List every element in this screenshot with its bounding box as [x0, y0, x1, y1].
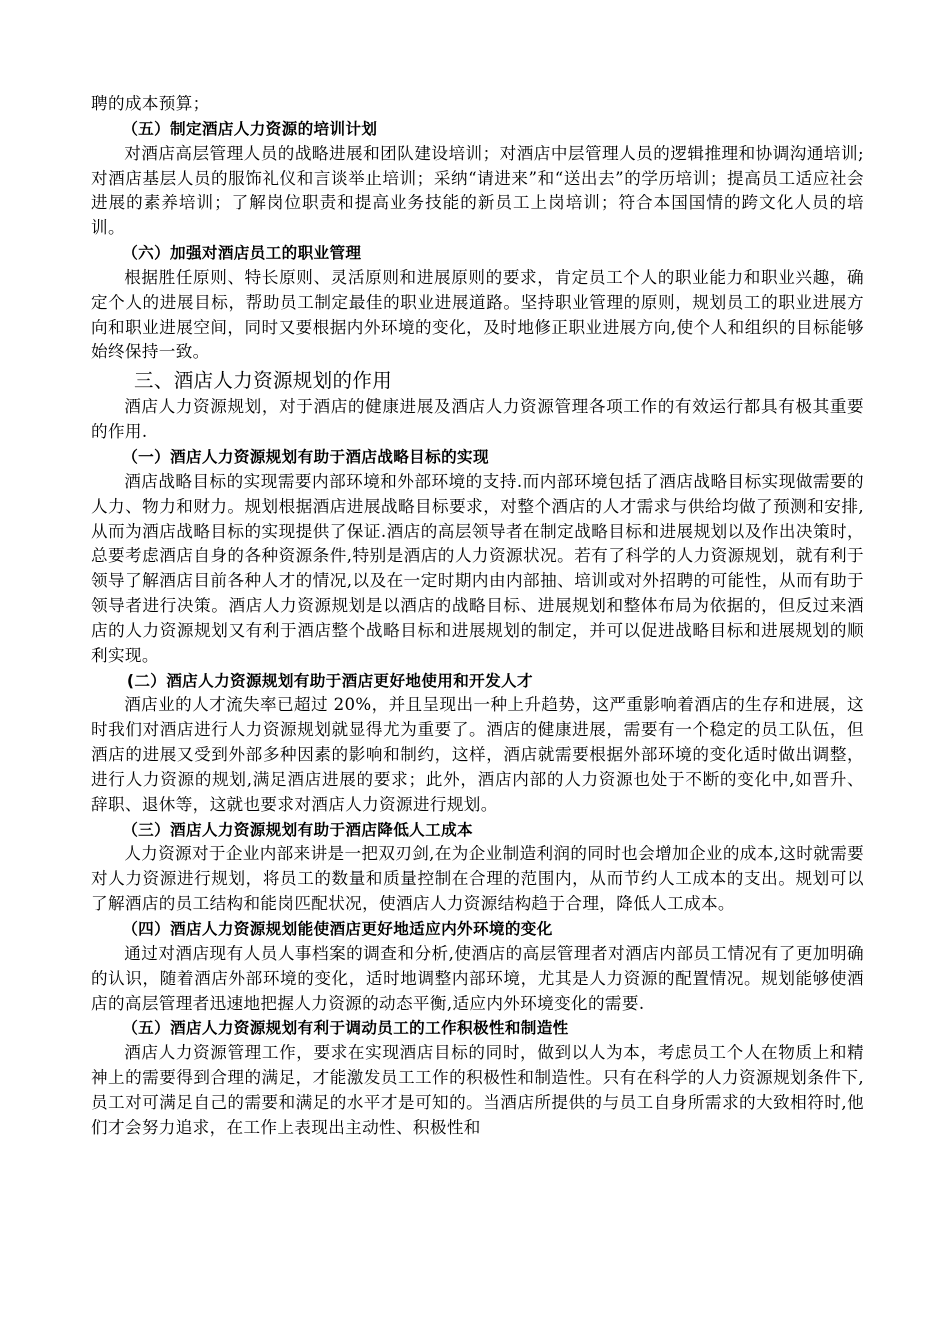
paragraph: 通过对酒店现有人员人事档案的调查和分析,使酒店的高层管理者对酒店内部员工情况有了更加明确的认识，随着酒店外部环境的变化，适时地调整内部环境，尤其是人力资源的配置情况。规划能够使酒店的高层管理者迅速地把握人力资源的动态平衡,适应内外环境变化的需要. [91, 943, 864, 1013]
paragraph: 对酒店高层管理人员的战略进展和团队建设培训；对酒店中层管理人员的逻辑推理和协调沟通培训;对酒店基层人员的服饰礼仪和言谈举止培训；采纳“请进来”和“送出去”的学历培训；提高员工适应社会进展的素养培训；了解岗位职责和提高业务技能的新员工上岗培训；符合本国国情的跨文化人员的培训。 [91, 143, 864, 238]
paragraph: 聘的成本预算； [91, 94, 210, 113]
section-heading: （三）酒店人力资源规划有助于酒店降低人工成本 [122, 820, 473, 839]
paragraph: 酒店人力资源管理工作，要求在实现酒店目标的同时，做到以人为本，考虑员工个人在物质上和精神上的需要得到合理的满足，才能激发员工工作的积极性和制造性。只有在科学的人力资源规划条件下,员工对可满足自己的需要和满足的水平才是可知的。当酒店所提供的与员工自身所需求的大致相符时,他们才会努力追求，在工作上表现出主动性、积极性和 [91, 1043, 864, 1137]
paragraph: 人力资源对于企业内部来讲是一把双刃剑,在为企业制造利润的同时也会增加企业的成本,这时就需要对人力资源进行规划，将员工的数量和质量控制在合理的范围内，从而节约人工成本的支出。规划可以了解酒店的员工结构和能岗匹配状况，使酒店人力资源结构趋于合理，降低人工成本。 [91, 844, 865, 914]
paragraph: 酒店人力资源规划，对于酒店的健康进展及酒店人力资源管理各项工作的有效运行都具有极其重要的作用. [91, 397, 864, 442]
paragraph: 酒店业的人才流失率已超过 20%，并且呈现出一种上升趋势，这严重影响着酒店的生存和进展，这时我们对酒店进行人力资源规划就显得尤为重要了。酒店的健康进展，需要有一个稳定的员工队伍，但酒店的进展又受到外部多种因素的影响和制约，这样，酒店就需要根据外部环境的变化适时做出调整，进行人力资源的规划,满足酒店进展的要求；此外，酒店内部的人力资源也处于不断的变化中,如晋升、辞职、退休等，这就也要求对酒店人力资源进行规划。 [91, 695, 864, 814]
section-heading: （五）酒店人力资源规划有利于调动员工的工作积极性和制造性 [122, 1019, 569, 1038]
section-heading: （一）酒店人力资源规划有助于酒店战略目标的实现 [122, 447, 489, 466]
paragraph: 酒店战略目标的实现需要内部环境和外部环境的支持.而内部环境包括了酒店战略目标实现做需要的人力、物力和财力。规划根据酒店进展战略目标要求，对整个酒店的人才需求与供给均做了预测和安排,从而为酒店战略目标的实现提供了保证.酒店的高层领导者在制定战略目标和进展规划以及作出决策时，总要考虑酒店自身的各种资源条件,特别是酒店的人力资源状况。若有了科学的人力资源规划，就有利于领导了解酒店目前各种人才的情况,以及在一定时期内由内部抽、培训或对外招聘的可能性，从而有助于领导者进行决策。酒店人力资源规划是以酒店的战略目标、进展规划和整体布局为依据的，但反过来酒店的人力资源规划又有利于酒店整个战略目标和进展规划的制定，并可以促进战略目标和进展规划的顺利实现。 [91, 471, 864, 665]
section-heading: (二）酒店人力资源规划有助于酒店更好地使用和开发人才 [126, 671, 533, 690]
section-heading: （五）制定酒店人力资源的培训计划 [122, 119, 378, 138]
section-heading: （四）酒店人力资源规划能使酒店更好地适应内外环境的变化 [122, 920, 553, 938]
paragraph: 根据胜任原则、特长原则、灵活原则和进展原则的要求，肯定员工个人的职业能力和职业兴趣，确定个人的进展目标，帮助员工制定最佳的职业进展道路。坚持职业管理的原则，规划员工的职业进展方向和职业进展空间，同时又要根据内外环境的变化，及时地修正职业进展方向,使个人和组织的目标能够始终保持一致。 [91, 267, 864, 362]
chapter-heading: 三、酒店人力资源规划的作用 [134, 369, 393, 393]
section-heading: （六）加强对酒店员工的职业管理 [122, 244, 362, 263]
document-page [91, 92, 864, 1141]
